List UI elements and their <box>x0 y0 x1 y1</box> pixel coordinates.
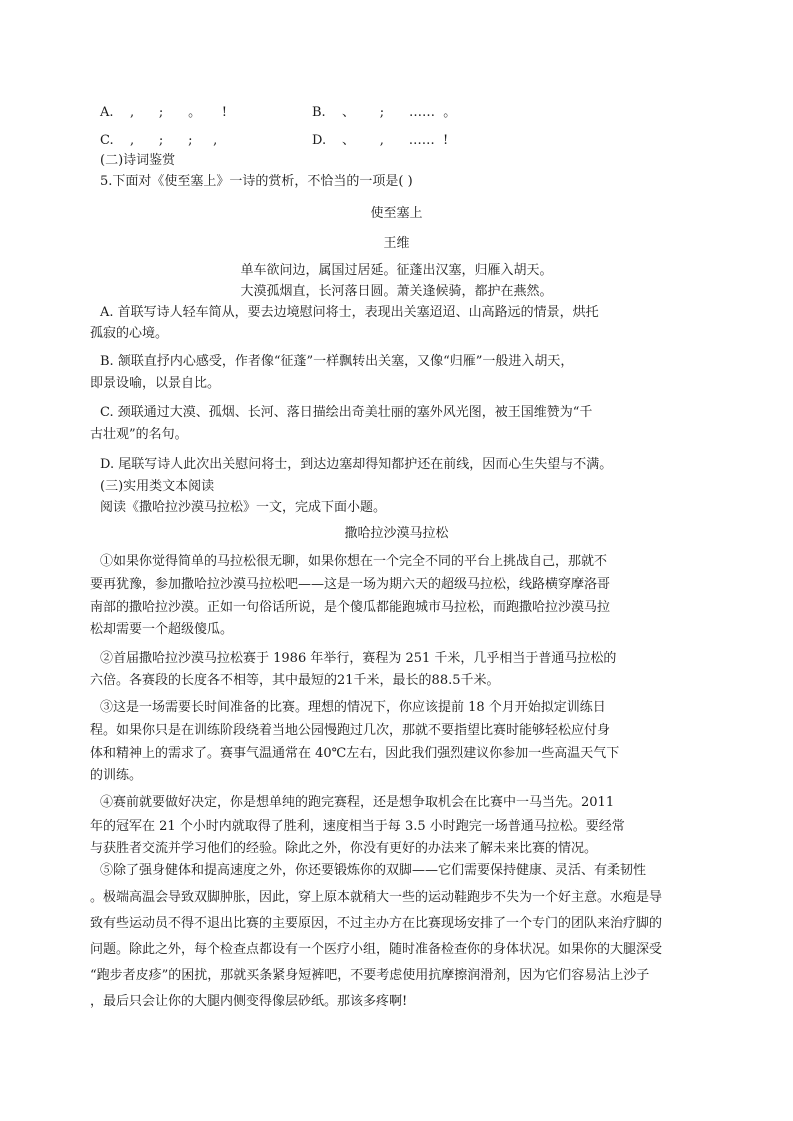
paragraph-line: 程。如果你只是在训练阶段绕着当地公园慢跑过几次，那就不要指望比赛时能够轻松应付身 <box>90 723 611 738</box>
paragraph-line: 六倍。各赛段的长度各不相等，其中最短的21千米，最长的88.5千米。 <box>90 673 500 688</box>
option-b-marks: 、 ; …… 。 <box>342 105 457 120</box>
q5-option-d-line1: D. 尾联写诗人此次出关慰问将士，到达边塞却得知都护还在前线，因而心生失望与不满。 <box>100 457 613 472</box>
paragraph-line: ③这是一场需要长时间准备的比赛。理想的情况下，你应该提前 18 个月开始拟定训练日 <box>100 700 606 715</box>
section-3-title: (三)实用类文本阅读 <box>100 479 215 494</box>
option-b-label: B. <box>312 105 326 120</box>
option-c-label: C. <box>100 133 114 148</box>
paragraph-line: ②首届撒哈拉沙漠马拉松赛于 1986 年举行，赛程为 251 千米，几乎相当于普通马拉松的 <box>100 651 617 666</box>
paragraph-line: 。极端高温会导致双脚肿胀，因此，穿上原本就稍大一些的运动鞋跑步不失为一个好主意。水疱是导 <box>90 890 663 905</box>
question-5: 5.下面对《使至塞上》一诗的赏析，不恰当的一项是( ) <box>100 174 413 189</box>
poem-author: 王维 <box>383 236 410 251</box>
paragraph-line: 松却需要一个超级傻瓜。 <box>90 622 234 637</box>
paragraph-line: ①如果你觉得简单的马拉松很无聊，如果你想在一个完全不同的平台上挑战自己，那就不 <box>100 554 608 569</box>
q5-option-a-line1: A. 首联写诗人轻车简从，要去边境慰问将士，表现出关塞迢迢、山高路远的情景，烘托 <box>100 305 599 320</box>
paragraph-line: 要再犹豫，参加撒哈拉沙漠马拉松吧——这是一场为期六天的超级马拉松，线路横穿摩洛哥 <box>90 577 611 592</box>
poem-line-1: 单车欲问边，属国过居延。征蓬出汉塞，归雁入胡天。 <box>240 263 553 278</box>
paragraph-line: ④赛前就要做好决定，你是想单纯的跑完赛程，还是想争取机会在比赛中一马当先。2011 <box>100 795 615 810</box>
q5-option-c-line1: C. 颈联通过大漠、孤烟、长河、落日描绘出奇美壮丽的塞外风光图，被王国维赞为“千 <box>100 405 593 420</box>
poem-line-2: 大漠孤烟直，长河落日圆。萧关逢候骑，都护在燕然。 <box>240 284 553 299</box>
paragraph-line: 与获胜者交流并学习他们的经验。除此之外，你没有更好的办法来了解未来比赛的情况。 <box>90 841 598 856</box>
paragraph-line: 南部的撒哈拉沙漠。正如一句俗话所说，是个傻瓜都能跑城市马拉松，而跑撒哈拉沙漠马拉 <box>90 600 611 615</box>
option-d-marks: 、 , …… ! <box>342 133 449 148</box>
q5-option-c-line2: 古壮观”的名句。 <box>90 427 188 442</box>
option-a-marks: , ; 。 ! <box>130 105 227 120</box>
paragraph-line: 的训练。 <box>90 768 143 783</box>
paragraph-line: ，最后只会让你的大腿内侧变得像层砂纸。那该多疼啊! <box>90 994 408 1009</box>
article-title: 撒哈拉沙漠马拉松 <box>344 526 449 541</box>
poem-title: 使至塞上 <box>370 206 423 221</box>
q5-option-b-line1: B. 颔联直抒内心感受，作者像“征蓬”一样飘转出关塞，又像“归雁”一般进入胡天， <box>100 354 574 369</box>
paragraph-line: ⑤除了强身健体和提高速度之外，你还要锻炼你的双脚——它们需要保持健康、灵活、有柔韧性 <box>100 863 647 878</box>
section-3-instruction: 阅读《撒哈拉沙漠马拉松》一文，完成下面小题。 <box>100 500 387 515</box>
paragraph-line: 体和精神上的需求了。赛事气温通常在 40℃左右，因此我们强烈建议你参加一些高温天气下 <box>90 746 620 761</box>
option-c-marks: , ; ; , <box>130 133 218 148</box>
q5-option-a-line2: 孤寂的心境。 <box>90 326 169 341</box>
paragraph-line: 致有些运动员不得不退出比赛的主要原因，不过主办方在比赛现场安排了一个专门的团队来治疗脚的 <box>90 916 663 931</box>
paragraph-line: 问题。除此之外，每个检查点都设有一个医疗小组，随时准备检查你的身体状况。如果你的大腿深受 <box>90 942 663 957</box>
paragraph-line: 年的冠军在 21 个小时内就取得了胜利，速度相当于每 3.5 小时跑完一场普通马拉松。要经常 <box>90 819 625 834</box>
q5-option-b-line2: 即景设喻，以景自比。 <box>90 376 221 391</box>
section-2-title: (二)诗词鉴赏 <box>100 153 176 168</box>
option-a-label: A. <box>100 105 114 120</box>
option-d-label: D. <box>312 133 327 148</box>
paragraph-line: “跑步者皮疹”的困扰，那就买条紧身短裤吧，不要考虑使用抗摩擦润滑剂，因为它们容易沾上沙子 <box>90 968 650 983</box>
